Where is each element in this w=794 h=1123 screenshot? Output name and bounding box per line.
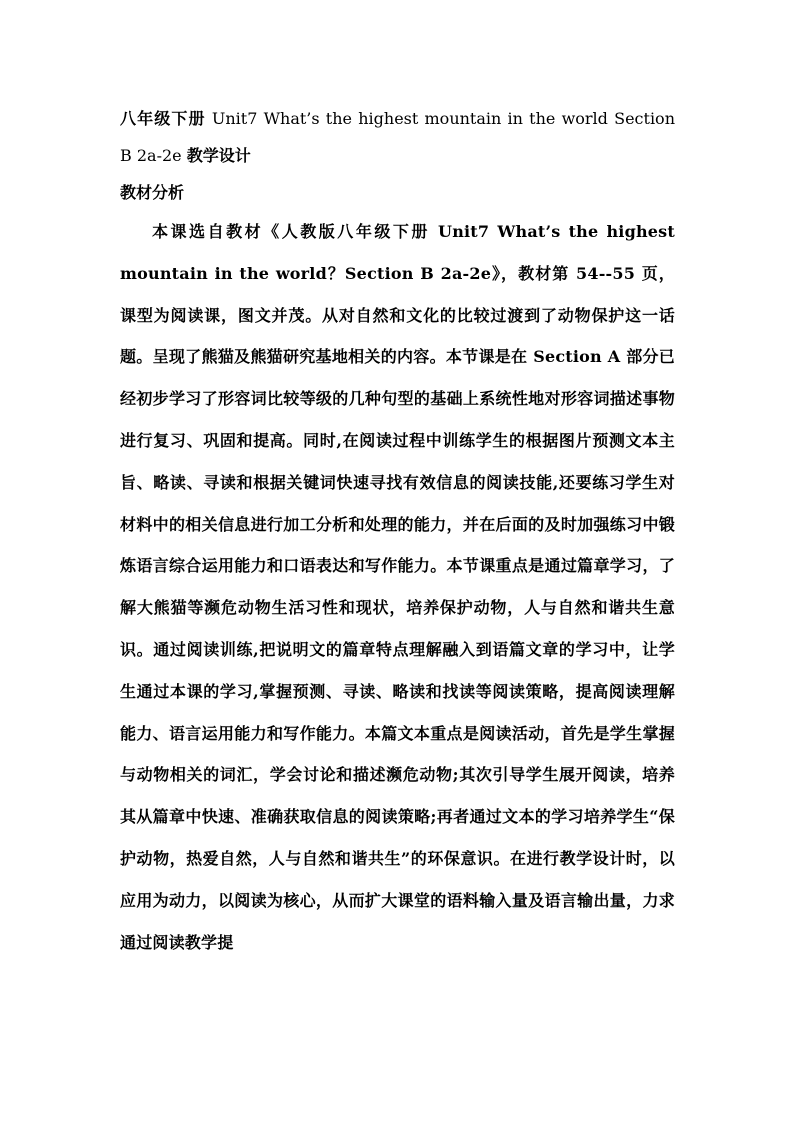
- section-heading: 教材分析: [120, 183, 185, 202]
- body-paragraph: 本课选自教材《人教版八年级下册 Unit7 What’s the highest mountain in the world？Section B 2a-2e》，教材第 54--55 页，课型为阅读课，图文并茂。从对自然和文化的比较过渡到了动物保护这一话题。呈现了熊猫及熊猫研究基地相关的内容。本节课是在 Section A 部分已经初步学习了形容词比较等级的几种句型的基础上系统性地对形容词描述事物进行复习、巩固和提高。同时,在阅读过程中训练学生的根据图片预测文本主旨、略读、寻读和根据关键词快速寻找有效信息的阅读技能,还要练习学生对材料中的相关信息进行加工分析和处理的能力，并在后面的及时加强练习中锻炼语言综合运用能力和口语表达和写作能力。本节课重点是通过篇章学习，了解大熊猫等濒危动物生活习性和现状，培养保护动物，人与自然和谐共生意识。通过阅读训练,把说明文的篇章特点理解融入到语篇文章的学习中，让学生通过本课的学习,掌握预测、寻读、略读和找读等阅读策略，提高阅读理解能力、语言运用能力和写作能力。本篇文本重点是阅读活动，首先是学生掌握与动物相关的词汇，学会讨论和描述濒危动物;其次引导学生展开阅读，培养其从篇章中快速、准确获取信息的阅读策略;再者通过文本的学习培养学生“保护动物，热爱自然，人与自然和谐共生”的环保意识。在进行教学设计时，以应用为动力，以阅读为核心，从而扩大课堂的语料输入量及语言输出量，力求通过阅读教学提: [120, 222, 675, 952]
- document-body: [120, 100, 675, 963]
- document-title: [120, 100, 675, 174]
- title-suffix: 教学设计: [186, 146, 251, 165]
- title-prefix: 八年级下册: [120, 109, 206, 128]
- title-english: Unit7 What’s the highest mountain in the world Section B 2a-2e: [120, 109, 675, 165]
